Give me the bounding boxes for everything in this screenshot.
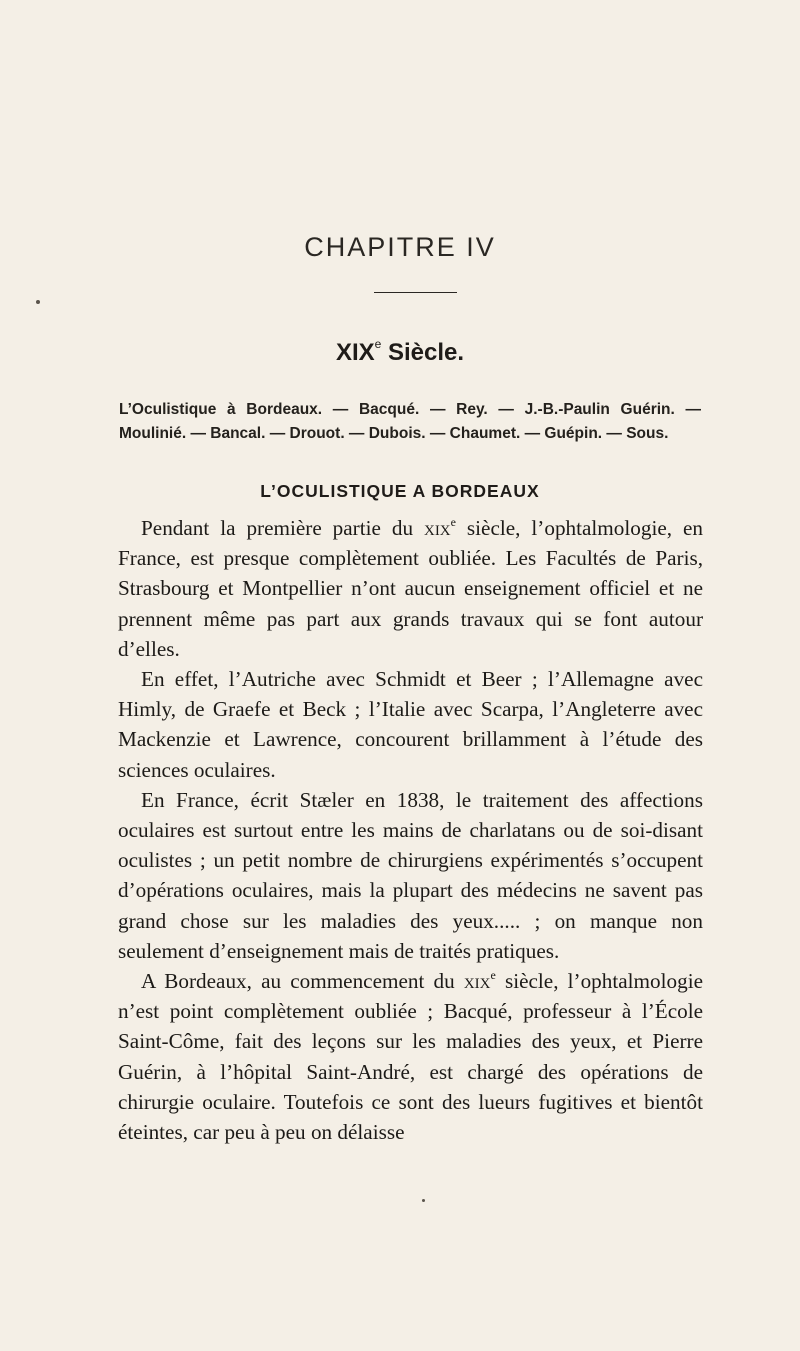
chapter-summary: L’Oculistique à Bordeaux. — Bacqué. — Rey. — J.-B.-Paulin Guérin. — Moulinié. — Bancal. — Drouot. — Dubois. — Chaumet. — Guépin. — Sous. [119,401,701,442]
chapter-heading: CHAPITRE IV [304,232,496,262]
paragraph-1 [118,513,703,664]
section-title-prefix: XIX [335,339,375,366]
paragraph-1-end: siècle, l’ophtalmologie, en France, est presque complètement oubliée. Les Facultés de Paris, Strasbourg et Montpellier n’ont aucun enseignement officiel et ne prennent même pas part aux grands travaux qui se font autour d’elles. [118,516,703,661]
section-title [0,337,800,367]
section-title-suffix: Siècle. [381,339,465,366]
body-text [118,513,703,1147]
bottom-speck [422,1199,425,1202]
sub-heading: L’OCULISTIQUE A BORDEAUX [260,481,540,501]
century-sup: e [450,515,456,529]
margin-speck [36,300,40,304]
divider-rule [374,292,457,293]
century-numeral: xix [423,516,451,540]
century-numeral: xix [463,969,491,994]
paragraph-4 [118,966,703,1147]
paragraph-4-start: A Bordeaux, au commencement du [141,969,464,994]
paragraph-1-start: Pendant la première partie du [141,516,424,540]
section-title-sup: e [374,337,382,351]
paragraph-3: En France, écrit Stæler en 1838, le traitement des affections oculaires est surtout entre les mains de charlatans ou de soi-disant oculistes ; un petit nombre de chirurgiens expérimentés s’occupent d’opérations oculaires, mais la plupart des médecins ne savent pas grand chose sur les maladies des yeux..... ; on manque non seulement d’enseignement mais de traités pratiques. [118,787,703,963]
paragraph-4-end: siècle, l’ophtalmologie n’est point complètement oubliée ; Bacqué, professeur à l’École Saint-Côme, fait des leçons sur les maladies des yeux, et Pierre Guérin, à l’hôpital Saint-André, est chargé des opérations de chirurgie oculaire. Toutefois ce sont des lueurs fugitives et bientôt éteintes, car peu à peu on délaisse [118,969,703,1145]
paragraph-2: En effet, l’Autriche avec Schmidt et Beer ; l’Allemagne avec Himly, de Graefe et Beck ; l’Italie avec Scarpa, l’Angleterre avec Mackenzie et Lawrence, concourent brillamment à l’étude des sciences oculaires. [118,667,703,782]
century-sup: e [490,968,496,983]
